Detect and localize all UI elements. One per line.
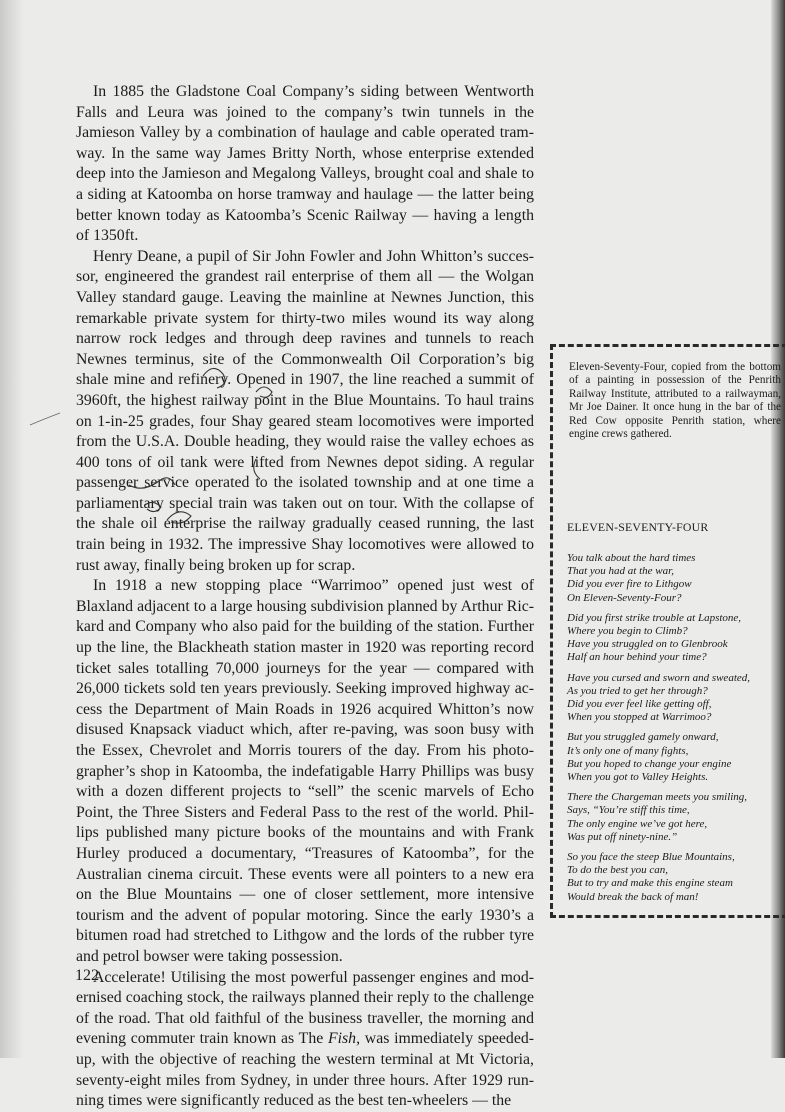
poem-line: But you struggled gamely onward,	[567, 731, 719, 744]
poem-line: It’s only one of many fights,	[567, 744, 689, 757]
poem-line: Did you first strike trouble at Lapstone,	[567, 611, 742, 624]
poem-line: Was put off ninety-nine.”	[567, 830, 678, 843]
poem-title: ELEVEN-SEVENTY-FOUR	[567, 520, 709, 534]
page-number: 122	[75, 967, 99, 984]
poem-stanza	[567, 672, 785, 725]
poem-line: On Eleven-Seventy-Four?	[567, 591, 682, 604]
poem-stanza	[567, 851, 785, 904]
poem-line: Would break the back of man!	[567, 890, 699, 903]
paragraph-gladstone: In 1885 the Gladstone Coal Company’s siding between Wentworth Falls and Leura was joined to the company’s twin tunnels in the Jamieson Valley by a combination of haulage and cable operated tramway. In the same way James Britty North, whose enterprise extended deep into the Jamieson and Megalong Valleys, brought coal and shale to a siding at Katoomba on horse tramway and haulage — the latter being better known today as Katoomba’s Scenic Railway — having a length of 1350ft.	[76, 83, 534, 245]
main-text-column	[76, 82, 534, 1112]
poem-sidebar-box	[550, 344, 785, 918]
paragraph-accelerate-start: Accelerate! Utilising the most powerful passenger engines and modernised coaching stock, the railways planned their reply to the challenge of the road. That old faithful of the business traveller, the morning and evening commuter train known as The	[76, 968, 534, 1048]
poem-stanza	[567, 552, 785, 605]
poem-line: When you stopped at Warrimoo?	[567, 711, 712, 724]
paragraph-warrimoo: In 1918 a new stopping place “Warrimoo” opened just west of Blaxland adjacent to a large housing subdivision planned by Arthur Rickard and Company who also paid for the building of the station. Further up the line, the Blackheath station master in 1920 was reporting record ticket sales totalling 70,000 journeys for the year — compared with 26,000 tickets sold ten years previously. Seeking improved highway access the Department of Main Roads in 1926 acquired Whitton’s now disused Knapsack viaduct which, after re-paving, was soon busy with the Essex, Chevrolet and Morris tourers of the day. From his photographer’s shop in Katoomba, the indefatigable Harry Phillips was busy with a dozen different projects to “sell” the scenic marvels of Echo Point, the Three Sisters and Federal Pass to the rest of the world. Phillips published many picture books of the mountains and with Frank Hurley produced a documentary, “Treasures of Katoomba”, for the Australian cinema circuit. These events were all pointers to a new era on the Blue Mountains — one of closer settlement, more intensive tourism and the advent of popular motoring. Since the early 1930’s a bitumen road had stretched to Lithgow and the lords of the rubber tyre and petrol bowser were taking possession.	[76, 577, 534, 965]
fish-train-name: Fish,	[328, 1030, 361, 1048]
poem-line: As you tried to get her through?	[567, 684, 708, 697]
page-gutter-shadow	[0, 0, 24, 1058]
poem-line: Did you ever feel like getting off,	[567, 698, 712, 711]
poem-line: But to try and make this engine steam	[567, 877, 733, 890]
paragraph-accelerate-end: was immediately speeded-up, with the objective of reaching the western terminal at Mt Victoria, seventy-eight miles from Sydney, in under three hours. After 1929 running times were significantly reduced as the best ten-wheelers — the	[76, 1030, 534, 1110]
paragraph-accelerate	[76, 968, 534, 1112]
poem-line: The only engine we’ve got here,	[567, 817, 708, 830]
poem-line: Have you struggled on to Glenbrook	[567, 638, 728, 651]
pen-mark-margin	[30, 413, 60, 425]
poem-line: But you hoped to change your engine	[567, 757, 732, 770]
poem-line: To do the best you can,	[567, 864, 669, 877]
poem-line: Where you begin to Climb?	[567, 625, 688, 638]
poem-line: That you had at the war,	[567, 565, 674, 578]
poem-line: Half an hour behind your time?	[567, 651, 707, 664]
poem-line: Says, “You’re stiff this time,	[567, 804, 690, 817]
poem-line: You talk about the hard times	[567, 552, 696, 564]
poem-stanza	[567, 791, 785, 844]
poem-line: When you got to Valley Heights.	[567, 771, 709, 784]
poem-stanza	[567, 731, 785, 784]
paragraph-henry-deane: Henry Deane, a pupil of Sir John Fowler and John Whitton’s successor, engineered the grandest rail enterprise of them all — the Wolgan Valley standard gauge. Leaving the mainline at Newnes Junction, this remarkable private system for thirty-two miles wound its way along narrow rock ledges and through deep ravines and tunnels to reach Newnes terminus, site of the Commonwealth Oil Corporation’s big shale mine and refinery. Opened in 1907, the line reached a summit of 3960ft, the highest railway point in the Blue Mountains. To haul trains on 1-in-25 grades, four Shay geared steam locomotives were imported from the U.S.A. Double heading, they would raise the valley echoes as 400 tons of oil tank were lifted from Newnes depot siding. A regular passenger service operated to the isolated township and at one time a parliamentary special train was taken out on tour. With the collapse of the shale oil enterprise the railway gradually ceased running, the last train being in 1932. The impressive Shay locomotives were allowed to rust away, finally being broken up for scrap.	[76, 247, 534, 574]
poem-line: There the Chargeman meets you smiling,	[567, 791, 748, 804]
poem-body	[567, 552, 785, 911]
poem-line: Did you ever fire to Lithgow	[567, 578, 692, 591]
poem-line: Have you cursed and sworn and sweated,	[567, 671, 751, 684]
sidebar-caption: Eleven-Seventy-Four, copied from the bottom of a painting in possession of the Penrith Railway Institute, attributed to a railwayman, Mr Joe Dainer. It once hung in the bar of the Red Cow opposite Penrith station, where engine crews gathered.	[569, 361, 781, 441]
poem-line: So you face the steep Blue Mountains,	[567, 851, 735, 864]
poem-stanza	[567, 612, 785, 665]
